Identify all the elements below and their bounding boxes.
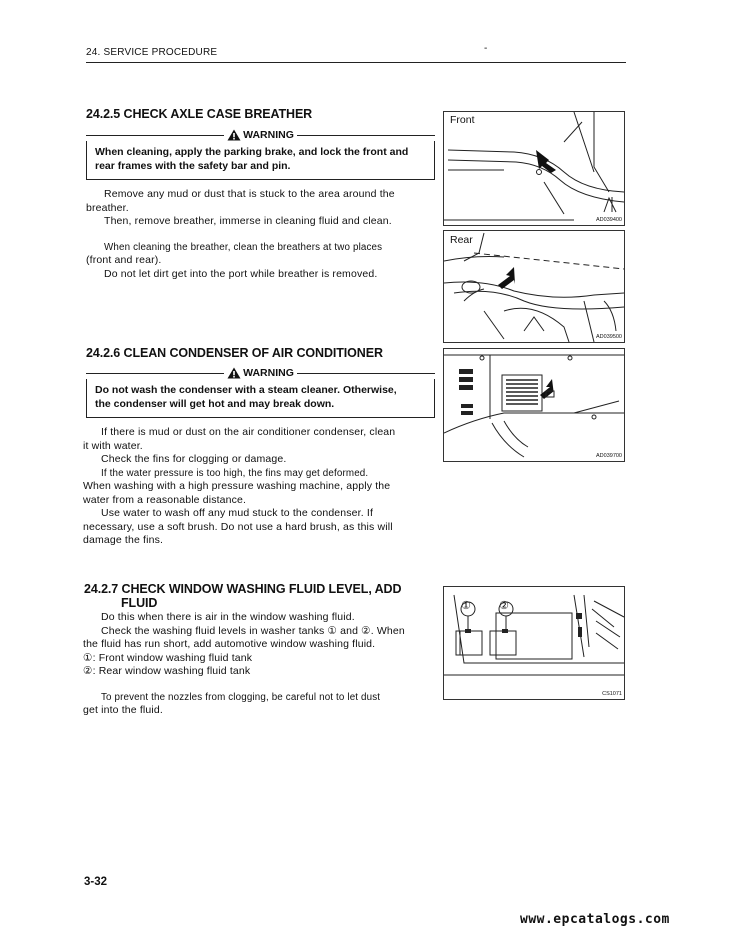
paragraph-line: Use water to wash off any mud stuck to the condenser. If [101,507,374,519]
paragraph-line: Check the fins for clogging or damage. [101,453,287,465]
section-title-line: 24.2.7 CHECK WINDOW WASHING FLUID LEVEL, ADD [84,582,402,596]
paragraph-line: get into the fluid. [83,704,163,716]
figure-front-breather [443,111,625,226]
paragraph-line: If the water pressure is too high, the fins may get deformed. [101,467,369,479]
paragraph-line: ②: Rear window washing fluid tank [83,665,251,677]
warning-text-line: the condenser will get hot and may break down. [95,398,335,410]
section-title-line: FLUID [121,596,158,610]
warning-header [86,367,435,379]
running-header: 24. SERVICE PROCEDURE [86,47,218,58]
section-title-axle-breather: 24.2.5 CHECK AXLE CASE BREATHER [86,107,313,121]
warning-label: WARNING [243,129,294,141]
tank-label-1: ① [461,600,471,612]
paragraph-line: it with water. [83,439,143,452]
paragraph-line: ①: Front window washing fluid tank [83,651,253,664]
paragraph-line: To prevent the nozzles from clogging, be careful not to let dust [101,691,381,703]
paragraph-line: When cleaning the breather, clean the breathers at two places [104,241,383,253]
figure-condenser [443,348,625,462]
section-title-window-washing [84,582,434,610]
axle-breather-body [86,188,438,281]
warning-text-line: When cleaning, apply the parking brake, and lock the front and [95,146,409,158]
warning-box-condenser [86,367,435,418]
paragraph-line: water from a reasonable distance. [83,493,247,506]
figure-code: CS1071 [602,691,622,697]
paragraph-line: Then, remove breather, immerse in cleaning fluid and clean. [104,215,392,227]
paragraph-line: damage the fins. [83,534,164,546]
figure-code: AD039500 [596,334,622,340]
warning-label: WARNING [243,367,294,379]
figure-washer-tanks [443,586,625,700]
warning-text-line: Do not wash the condenser with a steam cleaner. Otherwise, [95,384,397,396]
figure-code: AD039700 [596,453,622,459]
rear-breather-illustration [444,231,624,342]
condenser-body [83,426,438,548]
paragraph-line: (front and rear). [86,254,162,266]
condenser-illustration [444,349,624,461]
paragraph-line: Remove any mud or dust that is stuck to the area around the [104,188,395,200]
paragraph-line: Do not let dirt get into the port while breather is removed. [104,267,378,280]
figure-rear-breather [443,230,625,343]
paragraph-line: Check the washing fluid levels in washer tanks ① and ②. When [101,624,405,637]
section-title-condenser: 24.2.6 CLEAN CONDENSER OF AIR CONDITIONER [86,346,383,360]
warning-triangle-icon [227,129,241,141]
washer-tanks-illustration [444,587,624,699]
header-rule [86,62,626,63]
front-breather-illustration [444,112,624,225]
paragraph-line: necessary, use a soft brush. Do not use a hard brush, as this will [83,520,393,533]
warning-text-line: rear frames with the safety bar and pin. [95,160,291,172]
source-watermark: www.epcatalogs.com [520,912,670,927]
warning-box-axle [86,129,435,180]
figure-code: AD039400 [596,217,622,223]
warning-triangle-icon [227,367,241,379]
page-number: 3-32 [84,876,108,888]
paragraph-line: the fluid has run short, add automotive window washing fluid. [83,638,376,650]
paragraph-line: Do this when there is air in the window washing fluid. [101,611,355,623]
tank-label-2: ② [499,600,509,612]
header-mark: - [484,43,488,54]
paragraph-line: breather. [86,201,129,214]
window-washing-body [83,611,438,718]
warning-header [86,129,435,141]
paragraph-line: If there is mud or dust on the air conditioner condenser, clean [101,426,396,438]
figure-label-front: Front [450,114,475,126]
figure-label-rear: Rear [450,234,473,246]
paragraph-line: When washing with a high pressure washing machine, apply the [83,480,391,492]
